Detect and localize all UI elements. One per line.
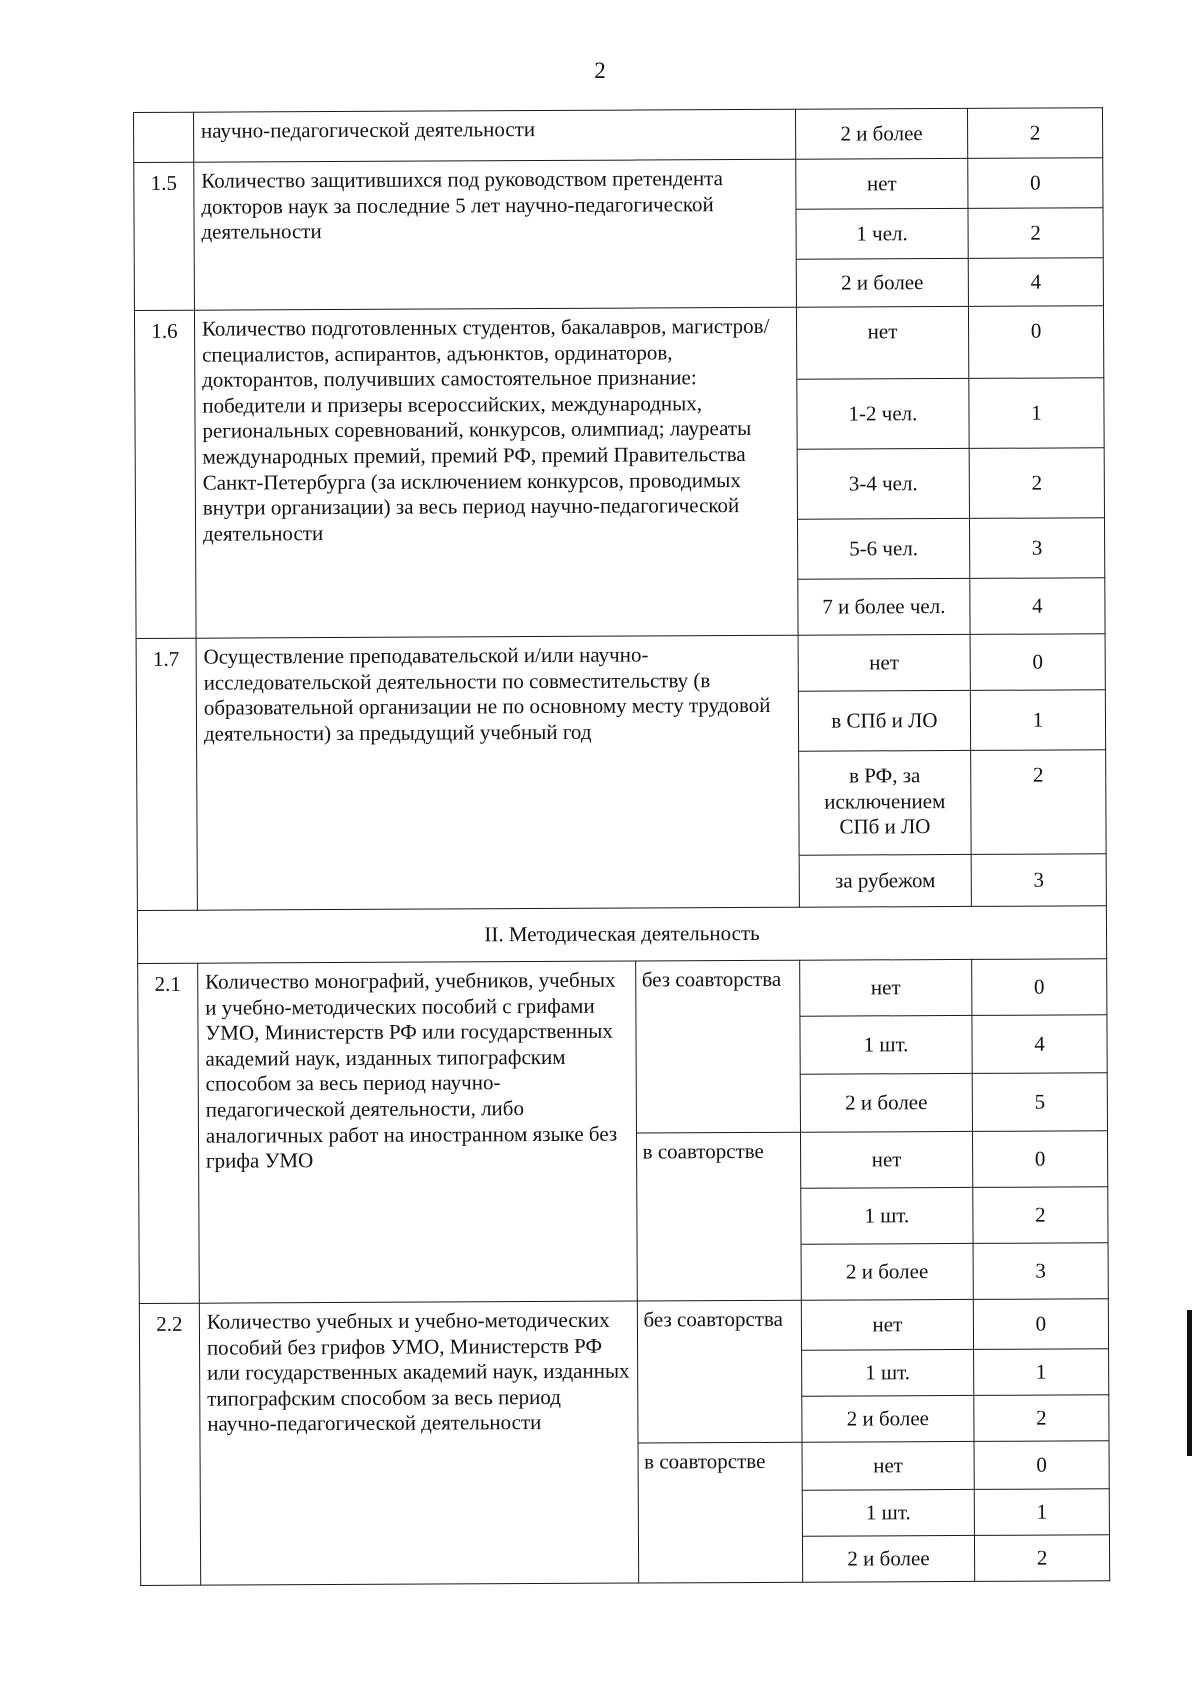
option-value: за рубежом	[799, 854, 971, 907]
option-value: 1-2 чел.	[797, 378, 969, 449]
option-value: 5-6 чел.	[797, 518, 969, 579]
option-value: 1 шт.	[801, 1187, 973, 1244]
option-score: 0	[974, 1441, 1109, 1490]
option-value: нет	[801, 1299, 973, 1350]
option-score: 3	[973, 1243, 1108, 1300]
option-value: 1 шт.	[801, 1349, 973, 1396]
option-score: 1	[974, 1349, 1109, 1396]
option-value: 1 шт.	[802, 1489, 974, 1536]
option-score: 1	[974, 1489, 1109, 1536]
table-row	[134, 108, 1103, 163]
row-number: 2.1	[138, 963, 200, 1303]
option-value: 7 и более чел.	[798, 578, 970, 635]
option-score: 3	[971, 854, 1106, 907]
option-value: нет	[796, 306, 968, 379]
option-value: 1 чел.	[796, 208, 968, 259]
option-value: 2 и более	[795, 108, 967, 159]
option-score: 4	[972, 1015, 1107, 1074]
option-score: 5	[972, 1073, 1107, 1132]
table-row	[134, 158, 1103, 213]
option-score: 0	[968, 158, 1103, 209]
option-score: 3	[969, 518, 1104, 579]
table-row	[136, 634, 1105, 695]
option-score: 0	[972, 1131, 1107, 1188]
option-value: 2 и более	[802, 1395, 974, 1442]
criteria-table	[133, 107, 1110, 1586]
option-score: 1	[970, 690, 1105, 751]
criterion-text: Количество монографий, учебников, учебных и учебно-методических пособий с грифами УМО, Министерств РФ или государственных академий наук, изданных типографским способом за весь период научно-педагогической деятельности, либо аналогичных работ на иностранном языке без грифа УМО	[198, 961, 637, 1303]
row-number: 1.6	[134, 310, 195, 638]
section-title: II. Методическая деятельность	[137, 906, 1106, 964]
authorship-label: без соавторства	[637, 1300, 802, 1443]
option-score: 2	[967, 108, 1102, 159]
option-value: в СПб и ЛО	[798, 690, 970, 751]
option-value: нет	[800, 959, 972, 1016]
row-number: 2.2	[139, 1303, 200, 1585]
option-score: 2	[974, 1395, 1109, 1442]
table-row	[134, 306, 1103, 383]
option-score: 4	[968, 258, 1103, 307]
row-number-cell	[134, 112, 194, 162]
criterion-text: Осуществление преподавательской и/или научно-исследовательской деятельности по совместительству (в образовательной организации не по основному месту трудовой деятельности) за предыдущий учебный год	[196, 635, 799, 910]
option-value: 2 и более	[796, 258, 968, 307]
option-score: 0	[973, 1299, 1108, 1350]
authorship-label: без соавторства	[635, 960, 800, 1133]
option-score: 0	[972, 959, 1107, 1016]
option-score: 0	[970, 634, 1105, 691]
criterion-text: Количество защитившихся под руководством претендента докторов наук за последние 5 лет научно-педагогической деятельности	[194, 159, 797, 310]
authorship-label: в соавторстве	[638, 1442, 803, 1583]
option-value: в РФ, за исключением СПб и ЛО	[799, 750, 972, 855]
option-value: нет	[802, 1441, 974, 1490]
option-value: 2 и более	[801, 1243, 973, 1300]
option-score: 4	[970, 578, 1105, 635]
criterion-text: научно-педагогической деятельности	[193, 109, 795, 162]
option-score: 2	[971, 750, 1107, 855]
row-number: 1.5	[134, 162, 195, 310]
table-row	[138, 959, 1107, 1020]
page-number: 2	[594, 58, 606, 83]
option-score: 2	[974, 1535, 1109, 1582]
option-score: 2	[969, 448, 1104, 519]
table-row	[139, 1299, 1108, 1354]
option-score: 2	[968, 208, 1103, 259]
table-row	[137, 906, 1106, 964]
option-value: нет	[800, 1131, 972, 1188]
authorship-label: в соавторстве	[636, 1132, 801, 1301]
option-score: 2	[973, 1187, 1108, 1244]
option-value: 3-4 чел.	[797, 448, 969, 519]
option-value: 2 и более	[800, 1073, 972, 1132]
option-value: нет	[798, 634, 970, 691]
row-number: 1.7	[136, 638, 197, 910]
criteria-table-wrapper	[133, 107, 1110, 1586]
criterion-text: Количество учебных и учебно-методических пособий без грифов УМО, Министерств РФ или государственных академий наук, изданных типографским способом за весь период научно-педагогической деятельности	[199, 1301, 638, 1585]
option-score: 1	[969, 378, 1104, 449]
option-score: 0	[968, 306, 1103, 379]
scan-edge-mark	[1187, 1310, 1192, 1456]
option-value: 2 и более	[802, 1535, 974, 1582]
criterion-text: Количество подготовленных студентов, бакалавров, магистров/специалистов, аспирантов, адъюнктов, ординаторов, докторантов, получивших самостоятельное признание: победители и призеры всероссийских, международных, региональных соревнований, конкурсов, олимпиад; лауреаты международных премий, премий РФ, премий Правительства Санкт-Петербурга (за исключением конкурсов, проводимых внутри организации) за весь период научно-педагогической деятельности	[194, 307, 798, 638]
option-value: нет	[796, 158, 968, 209]
option-value: 1 шт.	[800, 1015, 972, 1074]
